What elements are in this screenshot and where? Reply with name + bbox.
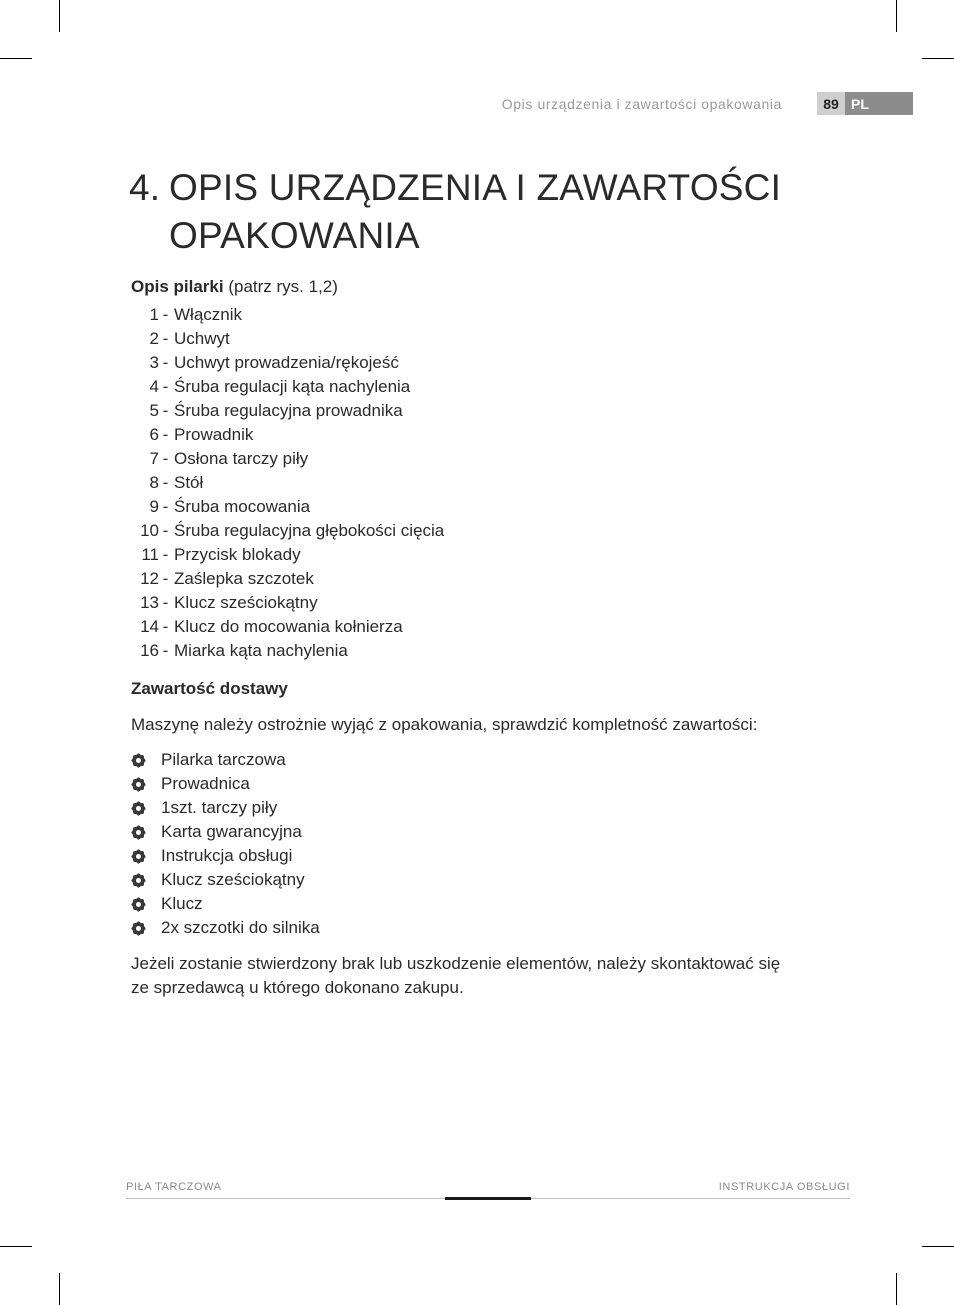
delivery-list-item — [131, 748, 320, 772]
footer-marker — [445, 1197, 531, 1200]
part-name: Prowadnik — [174, 425, 254, 444]
parts-heading-bold: Opis pilarki — [131, 277, 224, 296]
parts-list-item — [131, 471, 444, 495]
part-name: Klucz sześciokątny — [174, 593, 318, 612]
part-separator: - — [162, 401, 169, 420]
parts-list-item — [131, 639, 444, 663]
parts-list-item — [131, 615, 444, 639]
part-separator: - — [162, 377, 169, 396]
crop-mark — [922, 58, 954, 59]
parts-list-item — [131, 423, 444, 447]
crop-mark — [922, 1246, 954, 1247]
parts-heading-ref: (patrz rys. 1,2) — [228, 277, 338, 296]
crop-mark — [0, 1246, 32, 1247]
delivery-item-text: Instrukcja obsługi — [161, 846, 293, 865]
part-separator: - — [162, 569, 169, 588]
part-name: Śruba mocowania — [174, 497, 311, 516]
bullet-icon — [133, 923, 144, 934]
crop-mark — [896, 1273, 897, 1305]
bullet-icon — [133, 803, 144, 814]
crop-mark — [896, 0, 897, 32]
crop-mark — [59, 0, 60, 32]
part-number: 2 — [149, 329, 159, 348]
part-number: 16 — [140, 641, 159, 660]
parts-list — [131, 303, 444, 663]
running-header-title: Opis urządzenia i zawartości opakowania — [501, 96, 782, 112]
delivery-list — [131, 748, 320, 940]
part-name: Uchwyt — [174, 329, 230, 348]
delivery-note: Jeżeli zostanie stwierdzony brak lub uszkodzenie elementów, należy skontaktować się ze sprzedawcą u którego dokonano zakupu. — [131, 954, 781, 997]
delivery-item-text: Klucz sześciokątny — [161, 870, 305, 889]
chapter-title-line2: OPAKOWANIA — [169, 215, 420, 256]
part-separator: - — [162, 521, 169, 540]
part-name: Włącznik — [174, 305, 243, 324]
part-name: Zaślepka szczotek — [174, 569, 314, 588]
parts-list-item — [131, 327, 444, 351]
parts-list-item — [131, 399, 444, 423]
part-number: 6 — [149, 425, 159, 444]
delivery-list-item — [131, 844, 320, 868]
parts-list-item — [131, 303, 444, 327]
part-separator: - — [162, 641, 169, 660]
delivery-item-text: Prowadnica — [161, 774, 250, 793]
bullet-icon — [133, 899, 144, 910]
part-name: Klucz do mocowania kołnierza — [174, 617, 403, 636]
bullet-icon — [133, 779, 144, 790]
footer-product-name: PIŁA TARCZOWA — [126, 1181, 222, 1193]
delivery-item-text: Karta gwarancyjna — [161, 822, 302, 841]
page-number: 89 — [817, 92, 845, 115]
part-separator: - — [162, 545, 169, 564]
part-number: 7 — [149, 449, 159, 468]
bullet-icon — [133, 755, 144, 766]
part-separator: - — [162, 305, 169, 324]
bullet-icon — [133, 827, 144, 838]
delivery-list-item — [131, 892, 320, 916]
delivery-list-item — [131, 796, 320, 820]
part-number: 5 — [149, 401, 159, 420]
delivery-item-text: 1szt. tarczy piły — [161, 798, 278, 817]
delivery-item-text: Pilarka tarczowa — [161, 750, 286, 769]
delivery-intro: Maszynę należy ostrożnie wyjąć z opakowania, sprawdzić kompletność zawartości: — [131, 715, 758, 734]
crop-mark — [59, 1273, 60, 1305]
delivery-list-item — [131, 916, 320, 940]
part-number: 13 — [140, 593, 159, 612]
parts-list-item — [131, 543, 444, 567]
part-number: 10 — [140, 521, 159, 540]
part-name: Śruba regulacyjna prowadnika — [174, 401, 403, 420]
part-separator: - — [162, 353, 169, 372]
part-separator: - — [162, 425, 169, 444]
part-separator: - — [162, 329, 169, 348]
footer-doc-type: INSTRUKCJA OBSŁUGI — [718, 1181, 850, 1193]
part-name: Śruba regulacyjna głębokości cięcia — [174, 521, 445, 540]
parts-list-item — [131, 447, 444, 471]
part-number: 9 — [149, 497, 159, 516]
parts-list-item — [131, 567, 444, 591]
parts-list-item — [131, 375, 444, 399]
chapter-number: 4. — [129, 167, 161, 208]
part-number: 8 — [149, 473, 159, 492]
part-number: 1 — [149, 305, 159, 324]
part-number: 12 — [140, 569, 159, 588]
page-tab — [817, 92, 913, 115]
part-separator: - — [162, 449, 169, 468]
language-label: PL — [845, 92, 913, 115]
bullet-icon — [133, 851, 144, 862]
part-separator: - — [162, 593, 169, 612]
delivery-heading — [131, 679, 288, 699]
part-number: 3 — [149, 353, 159, 372]
delivery-list-item — [131, 820, 320, 844]
part-name: Uchwyt prowadzenia/rękojeść — [174, 353, 399, 372]
parts-list-item — [131, 591, 444, 615]
part-name: Miarka kąta nachylenia — [174, 641, 348, 660]
delivery-list-item — [131, 868, 320, 892]
part-name: Stół — [174, 473, 204, 492]
parts-list-item — [131, 495, 444, 519]
delivery-heading-text: Zawartość dostawy — [131, 679, 288, 698]
delivery-item-text: Klucz — [161, 894, 203, 913]
bullet-icon — [133, 875, 144, 886]
parts-heading — [131, 277, 338, 297]
part-number: 11 — [141, 545, 159, 564]
part-separator: - — [162, 473, 169, 492]
chapter-title-line1: OPIS URZĄDZENIA I ZAWARTOŚCI — [169, 167, 782, 208]
part-number: 4 — [149, 377, 159, 396]
crop-mark — [0, 58, 32, 59]
parts-list-item — [131, 519, 444, 543]
part-separator: - — [162, 497, 169, 516]
delivery-list-item — [131, 772, 320, 796]
part-name: Osłona tarczy piły — [174, 449, 309, 468]
chapter-title — [129, 164, 829, 260]
part-name: Przycisk blokady — [174, 545, 301, 564]
part-name: Śruba regulacji kąta nachylenia — [174, 377, 411, 396]
part-number: 14 — [140, 617, 159, 636]
parts-list-item — [131, 351, 444, 375]
delivery-item-text: 2x szczotki do silnika — [161, 918, 320, 937]
part-separator: - — [162, 617, 169, 636]
